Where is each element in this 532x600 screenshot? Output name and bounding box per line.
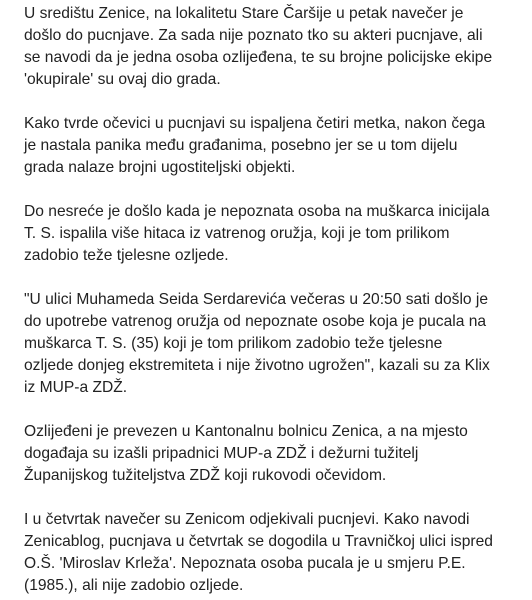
paragraph-line: Županijskog tužiteljstva ZDŽ koji rukovodi očevidom.: [24, 467, 387, 484]
paragraph-line: grada nalaze brojni ugostiteljski objekti.: [24, 159, 296, 176]
paragraph-line: U središtu Zenice, na lokalitetu Stare Čaršije u petak navečer je: [24, 5, 464, 22]
paragraph-line: Kako tvrde očevici u pucnjavi su ispaljena četiri metka, nakon čega: [24, 115, 486, 132]
paragraph-line: (1985.), ali nije zadobio ozljede.: [24, 577, 244, 594]
paragraph-line: T. S. ispalila više hitaca iz vatrenog oružja, koji je tom prilikom: [24, 225, 450, 242]
article-paragraph-5: [24, 421, 522, 487]
paragraph-line: 'okupirale' su ovaj dio grada.: [24, 71, 221, 88]
paragraph-line: zadobio teže tjelesne ozljede.: [24, 247, 229, 264]
paragraph-line: do upotrebe vatrenog oružja od nepoznate osobe koja je pucala na: [24, 313, 487, 330]
paragraph-line: muškarca T. S. (35) koji je tom prilikom zadobio teže tjelesne: [24, 335, 443, 352]
paragraph-line: događaja su izašli pripadnici MUP-a ZDŽ i dežurni tužitelj: [24, 445, 419, 462]
paragraph-line: došlo do pucnjave. Za sada nije poznato tko su akteri pucnjave, ali: [24, 27, 483, 44]
paragraph-line: Do nesreće je došlo kada je nepoznata osoba na muškarca inicijala: [24, 203, 490, 220]
paragraph-line: Ozlijeđeni je prevezen u Kantonalnu bolnicu Zenica, a na mjesto: [24, 423, 468, 440]
paragraph-line: "U ulici Muhameda Seida Serdarevića večeras u 20:50 sati došlo je: [24, 291, 489, 308]
article-quote-paragraph: [24, 289, 522, 399]
paragraph-line: je nastala panika među građanima, posebno jer se u tom dijelu: [24, 137, 458, 154]
paragraph-line: se navodi da je jedna osoba ozlijeđena, te su brojne policijske ekipe: [24, 49, 493, 66]
article-paragraph-3: [24, 201, 522, 267]
paragraph-line: Zenicablog, pucnjava u četvrtak se dogodila u Travničkoj ulici ispred: [24, 533, 493, 550]
article-paragraph-2: [24, 113, 522, 179]
article-paragraph-1: [24, 3, 522, 91]
paragraph-line: ozljede donjeg ekstremiteta i nije životno ugrožen", kazali su za Klix: [24, 357, 490, 374]
paragraph-line: O.Š. 'Miroslav Krleža'. Nepoznata osoba pucala je u smjeru P.E.: [24, 555, 466, 572]
paragraph-line: I u četvrtak navečer su Zenicom odjekivali pucnjevi. Kako navodi: [24, 511, 470, 528]
paragraph-line: iz MUP-a ZDŽ.: [24, 379, 128, 396]
article-paragraph-6: [24, 509, 522, 597]
